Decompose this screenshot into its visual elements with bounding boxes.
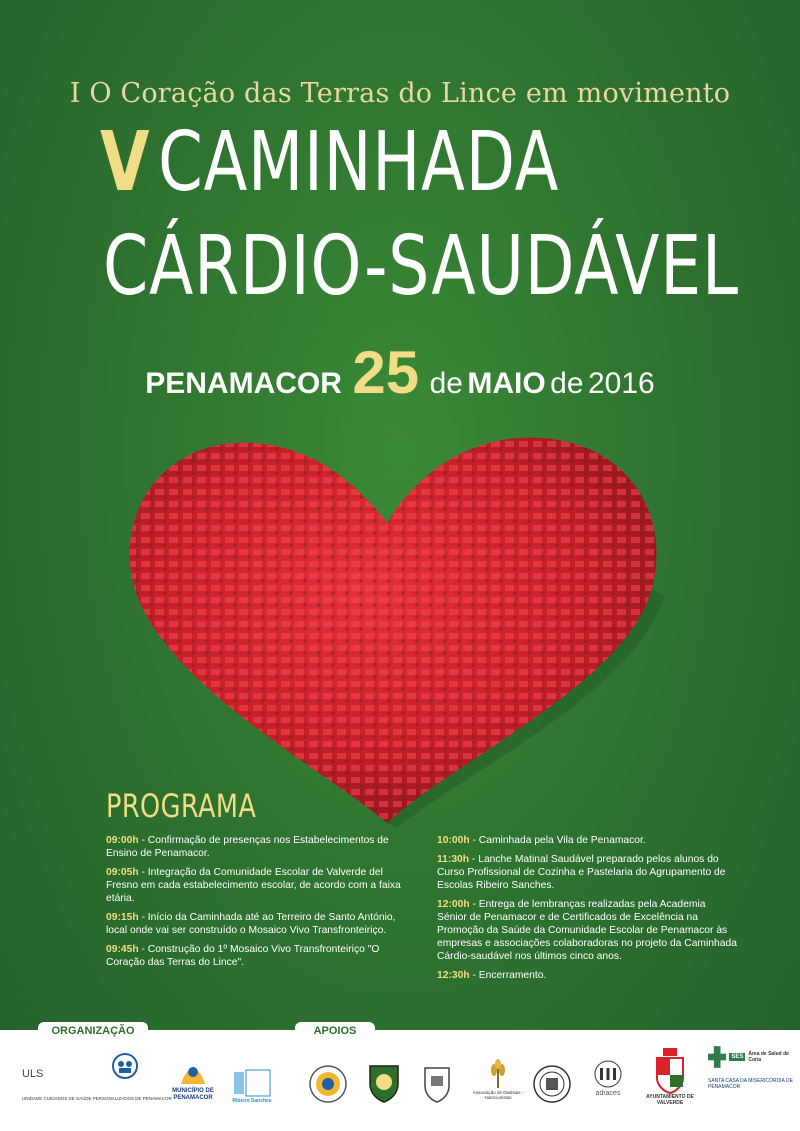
support-crest <box>415 1060 459 1104</box>
wheat-icon <box>483 1058 513 1090</box>
list-item <box>106 866 406 905</box>
academia-senior-logo <box>584 1060 632 1098</box>
santa-casa-name: SANTA CASA DA MISERICÓRDIA DE PENAMACOR <box>708 1078 793 1090</box>
programa-title: PROGRAMA <box>106 787 257 825</box>
item-text: - Caminhada pela Vila de Penamacor. <box>469 835 646 846</box>
event-day: 25 <box>352 339 420 406</box>
item-text: - Construção do 1º Mosaico Vivo Transfronteiriço "O Coração das Terras do Lince". <box>106 944 380 968</box>
agrupamento-icon <box>111 1052 139 1080</box>
ses-header <box>708 1044 794 1070</box>
item-text: - Lanche Matinal Saudável preparado pelos alunos do Curso Profissional de Cozinha e Pastelaria do Agrupamento de Escolas Ribeiro Sanches. <box>437 854 726 891</box>
title-line-2: CÁRDIO-SAUDÁVEL <box>103 219 739 314</box>
title-edition: V <box>100 115 151 210</box>
support-seal-2 <box>530 1064 574 1104</box>
item-time: 12:00h <box>437 899 470 910</box>
item-time: 10:00h <box>437 835 470 846</box>
item-time: 12:30h <box>437 970 470 981</box>
columns-icon <box>590 1060 626 1090</box>
programa-left-column <box>106 834 406 975</box>
ses-logo <box>708 1044 794 1090</box>
uls-caption: UNIDADE CUIDADOS DE SAÚDE PERSONALIZADOS DE PENAMACOR <box>22 1096 172 1101</box>
programa-right-column <box>437 834 737 988</box>
item-text: - Início da Caminhada até ao Terreiro de Santo António, local onde vai ser construído o Mosaico Vivo Transfronteiriço. <box>106 912 396 936</box>
crest-icon <box>417 1060 457 1104</box>
dietistas-name: Associação de Dietistas - Nutricionistas <box>472 1090 524 1100</box>
item-time: 09:15h <box>106 912 139 923</box>
support-seal-1 <box>306 1064 350 1104</box>
event-place: PENAMACOR <box>145 367 342 400</box>
item-time: 09:00h <box>106 835 139 846</box>
list-item <box>106 943 406 969</box>
date-line <box>0 338 800 407</box>
valverde-name: AYUNTAMIENTO DE VALVERDE <box>646 1094 694 1106</box>
item-text: - Encerramento. <box>469 970 547 981</box>
ses-area-text: Área de Salud de Coria <box>748 1051 789 1063</box>
list-item <box>106 911 406 937</box>
item-text: - Integração da Comunidade Escolar de Valverde del Fresno em cada estabelecimento escolar, de acordo com a faixa etária. <box>106 867 401 904</box>
ribeiro-sanches-icon <box>232 1068 272 1098</box>
item-text: - Entrega de lembranças realizadas pela Academia Sénior de Penamacor e de Certificados de Excelência na Promoção da Saúde da Comunidade Escolar de Penamacor às empresas e associações colaboradoras no projeto da Caminhada Cárdio-saudável nos últimos cinco anos. <box>437 899 737 962</box>
dietistas-logo <box>470 1058 526 1100</box>
municipio-logo <box>170 1060 216 1102</box>
agrupamento-logo <box>100 1052 150 1080</box>
seal-icon <box>532 1064 572 1104</box>
heart-mosaic-image <box>112 428 672 828</box>
list-item <box>437 834 737 847</box>
organizacao-label: ORGANIZAÇÃO <box>38 1022 148 1040</box>
apoios-label: APOIOS <box>295 1022 375 1040</box>
adraces-name: adraces <box>595 1090 621 1097</box>
seal-icon <box>308 1064 348 1104</box>
valverde-logo <box>640 1046 700 1106</box>
title-line-1 <box>100 115 560 210</box>
coat-of-arms-icon <box>653 1046 687 1094</box>
ses-badge: SES <box>731 1054 744 1060</box>
event-month: MAIO <box>467 367 546 400</box>
title-caminhada: CAMINHADA <box>158 115 560 210</box>
ribeiro-sanches-logo <box>228 1068 276 1105</box>
municipio-name: MUNICÍPIO DE PENAMACOR <box>172 1088 214 1101</box>
item-text: - Confirmação de presenças nos Estabelecimentos de Ensino de Penamacor. <box>106 835 389 859</box>
list-item <box>106 834 406 860</box>
shield-icon <box>364 1060 404 1104</box>
event-year: 2016 <box>588 367 655 400</box>
list-item <box>437 969 737 982</box>
uls-logo <box>22 1068 92 1080</box>
list-item <box>437 853 737 892</box>
municipio-icon <box>177 1060 209 1088</box>
item-time: 09:05h <box>106 867 139 878</box>
date-word-de-2: de <box>550 367 584 400</box>
uls-logo-text: ULS <box>22 1068 44 1080</box>
date-word-de: de <box>429 367 463 400</box>
support-shield-1 <box>362 1060 406 1104</box>
ses-cross-icon <box>708 1044 726 1070</box>
item-time: 11:30h <box>437 854 470 865</box>
ribeiro-sanches-name: Ribeiro Sanches <box>232 1098 272 1104</box>
list-item <box>437 898 737 963</box>
event-subtitle: I O Coração das Terras do Lince em movimento <box>69 78 731 109</box>
item-time: 09:45h <box>106 944 139 955</box>
